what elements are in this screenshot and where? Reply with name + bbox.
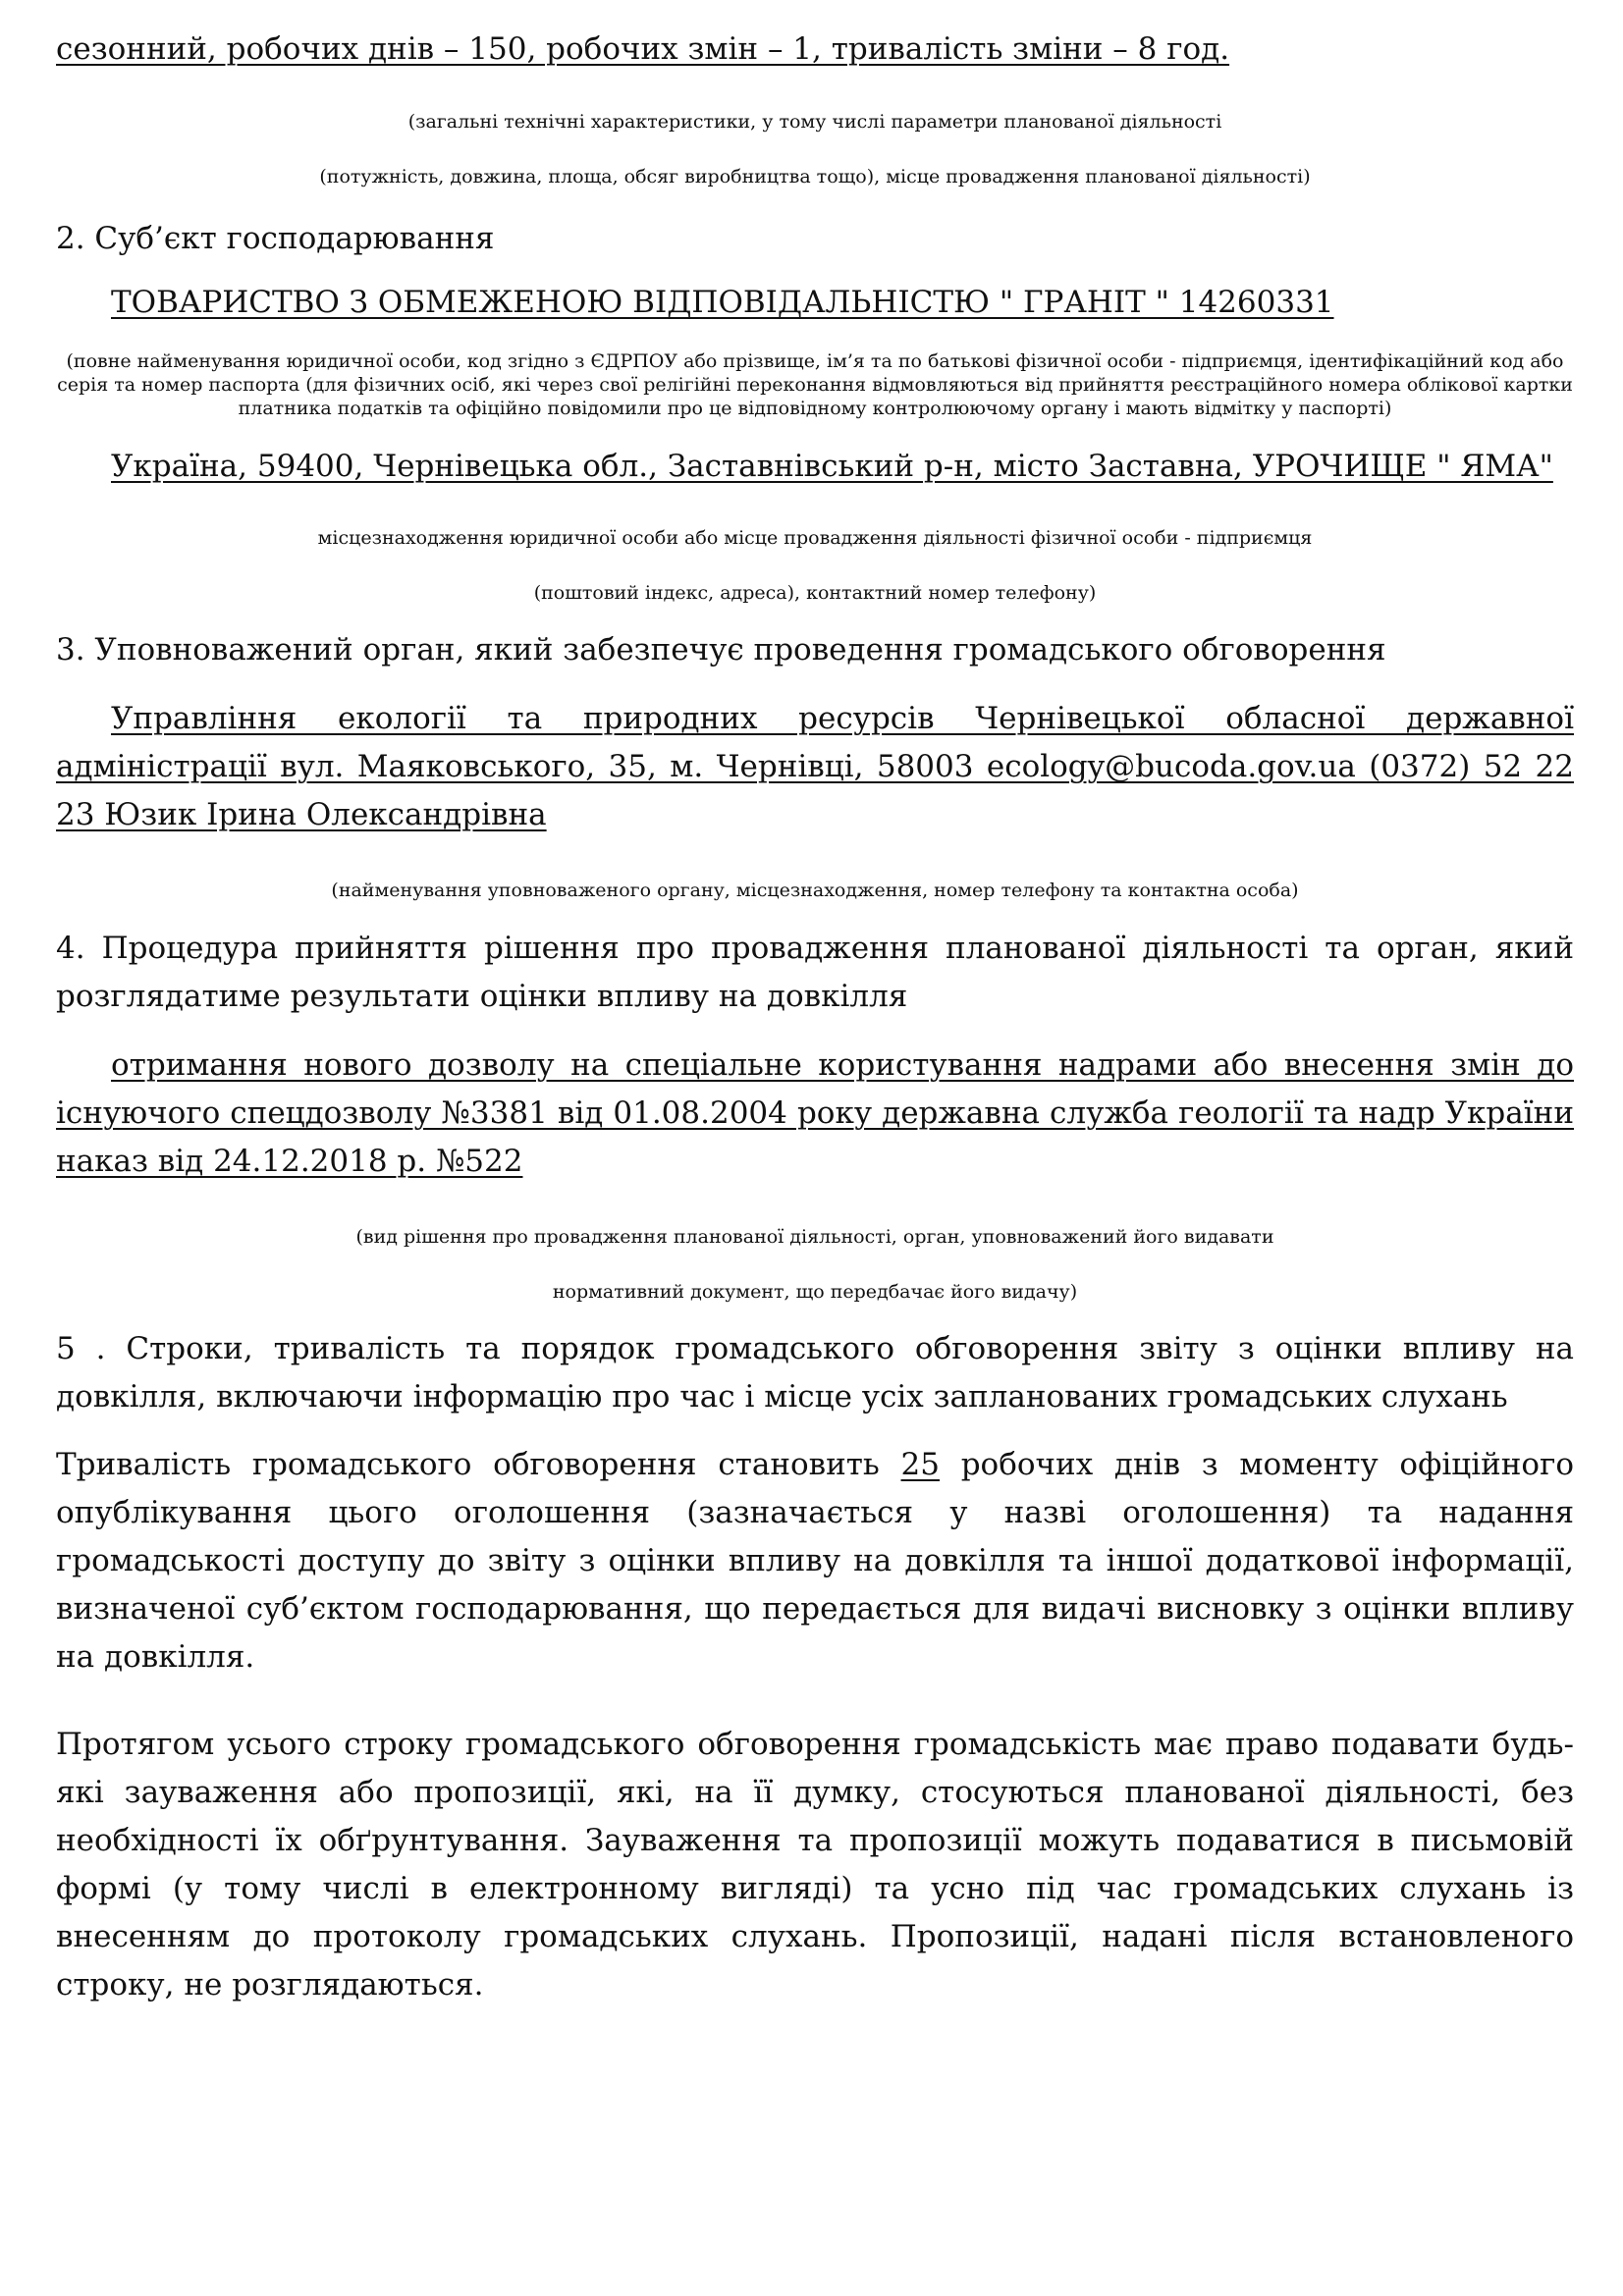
section-5-heading: 5 . Строки, тривалість та порядок громадського обговорення звіту з оцінки впливу на довкілля, включаючи інформацію про час і місце усіх запланованих громадських слухань — [56, 1331, 1574, 1415]
duration-text-before: Тривалість громадського обговорення становить — [56, 1447, 901, 1482]
section-3-heading: 3. Уповноважений орган, який забезпечує проведення громадського обговорення — [56, 632, 1386, 667]
decision-procedure: отримання нового дозволу на спеціальне користування надрами або внесення змін до існуючого спецдозволу №3381 від 01.08.2004 року державна служба геології та надр України наказ від 24.12.2018 р. №522 — [56, 1047, 1574, 1179]
caption-entity-name: (повне найменування юридичної особи, код згідно з ЄДРПОУ або прізвище, ім’я та по батькові фізичної особи - підприємця, ідентифікаційний код або серія та номер паспорта (для фізичних осіб, які через свої релігійні переконання відмовляються від прийняття реєстраційного номера облікової картки платника податків та офіційно повідомили про це відповідному контролюючому органу і мають відмітку у паспорті) — [57, 350, 1573, 419]
activity-characteristics-line: сезонний, робочих днів – 150, робочих змін – 1, тривалість зміни – 8 год. — [56, 31, 1230, 67]
caption-address-a: місцезнаходження юридичної особи або місце провадження діяльності фізичної особи - підприємця — [317, 527, 1313, 549]
caption-characteristics-b: (потужність, довжина, площа, обсяг виробництва тощо), місце провадження планованої діяльності) — [319, 166, 1311, 187]
caption-decision-b: нормативний документ, що передбачає його видачу) — [552, 1281, 1078, 1303]
entity-address: Україна, 59400, Чернівецька обл., Заставнівський р-н, місто Заставна, УРОЧИЩЕ " ЯМА" — [111, 449, 1553, 484]
section-2-heading: 2. Суб’єкт господарювання — [56, 221, 495, 256]
section-4-heading: 4. Процедура прийняття рішення про провадження планованої діяльності та орган, який розглядатиме результати оцінки впливу на довкілля — [56, 931, 1574, 1014]
duration-days: 25 — [900, 1447, 940, 1482]
public-comments-paragraph: Протягом усього строку громадського обговорення громадськість має право подавати будь-які зауваження або пропозиції, які, на її думку, стосуються планованої діяльності, без необхідності їх обґрунтування. Зауваження та пропозиції можуть подаватися в письмовій формі (у тому числі в електронному вигляді) та усно під час громадських слухань із внесенням до протоколу громадських слухань. Пропозиції, надані після встановленого строку, не розглядаються. — [56, 1727, 1574, 2002]
caption-address-b: (поштовий індекс, адреса), контактний номер телефону) — [533, 582, 1097, 604]
caption-authority: (найменування уповноваженого органу, місцезнаходження, номер телефону та контактна особа) — [331, 880, 1299, 901]
discussion-duration-paragraph — [56, 1441, 1574, 1682]
duration-text-after: робочих днів з моменту офіційного опублікування цього оголошення (зазначається у назві оголошення) та надання громадськості доступу до звіту з оцінки впливу на довкілля та іншої додаткової інформації, визначеної суб’єктом господарювання, що передається для видачі висновку з оцінки впливу на довкілля. — [56, 1447, 1574, 1675]
authority-details: Управління екології та природних ресурсів Чернівецької обласної державної адміністрації вул. Маяковського, 35, м. Чернівці, 58003 ecology@bucoda.gov.ua (0372) 52 22 23 Юзик Ірина Олександрівна — [56, 701, 1574, 832]
entity-name: ТОВАРИСТВО З ОБМЕЖЕНОЮ ВІДПОВІДАЛЬНІСТЮ " ГРАНІТ " 14260331 — [111, 285, 1334, 320]
document-page — [56, 26, 1574, 2009]
caption-decision-a: (вид рішення про провадження планованої діяльності, орган, уповноважений його видавати — [355, 1226, 1274, 1248]
caption-characteristics-a: (загальні технічні характеристики, у тому числі параметри планованої діяльності — [407, 111, 1222, 133]
